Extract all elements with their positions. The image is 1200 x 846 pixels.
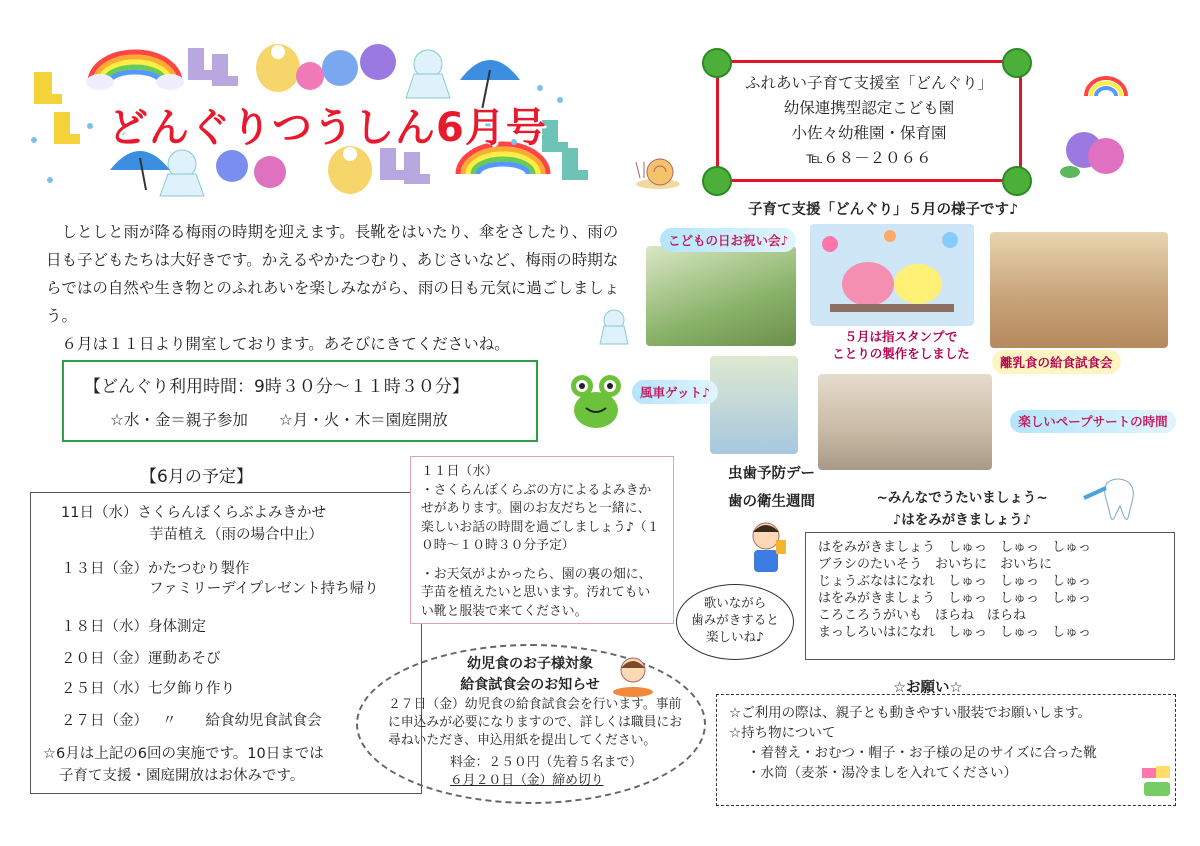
clothes-icon <box>1140 764 1174 800</box>
corner-dot-icon <box>1002 166 1032 196</box>
rainbow-icon <box>1082 70 1130 100</box>
schedule-item <box>61 557 250 578</box>
photo-pinwheel <box>710 356 798 454</box>
schedule-date: １８日（水） <box>61 619 148 635</box>
meal-deadline: ６月２０日（金）締め切り <box>450 773 604 788</box>
child-eating-icon <box>610 654 656 698</box>
schedule-text: ファミリーデイプレゼント持ち帰り <box>149 581 379 597</box>
schedule-note <box>43 743 324 787</box>
schedule-box <box>30 492 422 794</box>
hours-days: ☆水・金＝親子参加 ☆月・火・木＝園庭開放 <box>110 411 448 429</box>
schedule-text: 〃 給食幼児食試食会 <box>162 713 322 729</box>
request-line: ☆持ち物について <box>729 725 836 741</box>
caption-childrens-day: こどもの日お祝い会♪ <box>660 228 796 252</box>
schedule-text: かたつむり製作 <box>148 561 250 577</box>
schedule-text: さくらんぼくらぶよみきかせ <box>137 505 326 521</box>
schedule-item <box>149 523 323 544</box>
teru-teru-bozu-icon <box>594 306 634 346</box>
contact-phone: ℡６８－２０６６ <box>806 149 932 167</box>
schedule-item <box>149 577 379 598</box>
contact-line: 幼保連携型認定こども園 <box>783 99 955 117</box>
schedule-item <box>61 647 221 668</box>
intro-paragraph: ６月は１１日より開室しております。あそびにきてくださいね。 <box>61 335 510 353</box>
lyric-line: ブラシのたいそう おいちに おいちに <box>818 557 1053 572</box>
contact-line: ふれあい子育て支援室「どんぐり」 <box>744 74 993 92</box>
schedule-note-line: 子育て支援・園庭開放はお休みです。 <box>59 768 305 784</box>
photo-weaning-meal <box>990 232 1168 348</box>
contact-line: 小佐々幼稚園・保育園 <box>791 124 947 142</box>
schedule-item <box>61 615 206 636</box>
request-line: ・着替え・おむつ・帽子・お子様の足のサイズに合った靴 <box>747 745 1097 761</box>
schedule-item <box>61 709 322 730</box>
schedule-text: 七夕飾り作り <box>148 681 235 697</box>
intro-paragraph: しとしと雨が降る梅雨の時期を迎えます。長靴をはいたり、傘をさしたり、雨の日も子どもたちは大好きです。かえるやかたつむり、あじさいなど、梅雨の時期ならではの自然や生き物とのふれあいを楽しみながら、雨の日も元気に過ごしましょう。 <box>46 223 620 325</box>
photo-childrens-day <box>646 246 796 346</box>
hours-box <box>62 360 538 442</box>
dental-line: 歯の衛生週間 <box>728 494 815 510</box>
meal-tasting-body: ２７日（金）幼児食の給食試食会を行います。事前に申込みが必要になりますので、詳しくは職員にお尋ねいただき、申込用紙を提出してください。 <box>388 697 683 748</box>
caption-stamp: ５月は指スタンプで ことりの製作をしました <box>832 329 970 361</box>
request-title: ☆お願い☆ <box>893 680 963 696</box>
song-title: ♪はをみがきましょう♪ <box>892 512 1032 528</box>
event-paragraph: ・お天気がよかったら、園の裏の畑に、芋苗を植えたいと思います。汚れてもいい靴と服装で来てください。 <box>421 566 652 619</box>
frog-icon <box>564 368 628 434</box>
photo-panel-theater <box>818 374 992 470</box>
page-title: どんぐりつうしん6月号 <box>108 105 547 151</box>
request-line: ・水筒（麦茶・湯冷ましを入れてください） <box>747 765 1017 781</box>
rainbow-icon <box>86 52 184 90</box>
child-brushing-teeth-icon <box>744 518 790 576</box>
corner-dot-icon <box>702 48 732 78</box>
schedule-title: 【6月の予定】 <box>140 467 253 487</box>
schedule-item <box>61 677 235 698</box>
lyric-line: はをみがきましょう しゅっ しゅっ しゅっ <box>818 540 1092 555</box>
meal-tasting-fee <box>450 754 642 790</box>
schedule-date: ２０日（金） <box>61 651 148 667</box>
schedule-text: 芋苗植え（雨の場合中止） <box>149 527 323 543</box>
hours-heading: 【どんぐり利用時間：9時３０分～１１時３０分】 <box>84 377 469 397</box>
snail-icon <box>632 150 682 190</box>
schedule-date: ２５日（水） <box>61 681 148 697</box>
speech-bubble <box>676 584 794 660</box>
schedule-date: １３日（金） <box>61 561 148 577</box>
request-box <box>716 694 1176 806</box>
schedule-note-line: ☆6月は上記の6回の実施です。10日までは <box>43 746 324 762</box>
schedule-text: 運動あそび <box>148 651 221 667</box>
photos-heading: 子育て支援「どんぐり」５月の様子です♪ <box>748 202 1019 218</box>
event-heading: １１日（水） <box>421 464 498 479</box>
bubble-text: 歌いながら 歯みがきすると 楽しいね♪ <box>691 595 779 644</box>
schedule-item <box>61 501 326 522</box>
corner-dot-icon <box>1002 48 1032 78</box>
schedule-text: 身体測定 <box>148 619 206 635</box>
lyric-line: じょうぶなはになれ しゅっ しゅっ しゅっ <box>818 574 1092 589</box>
photo-bird-craft <box>810 224 974 326</box>
meal-title-line: 給食試食会のお知らせ <box>460 677 600 693</box>
hydrangea-icon <box>1060 128 1130 184</box>
meal-title-line: 幼児食のお子様対象 <box>467 656 593 672</box>
bird-craft-icon <box>810 224 974 326</box>
event-11-box <box>410 456 674 624</box>
tooth-icon <box>1080 474 1146 524</box>
dental-heading <box>728 460 815 516</box>
dental-line: 虫歯予防デー <box>728 466 815 482</box>
caption-panel: 楽しいペープサートの時間 <box>1010 410 1176 433</box>
song-lyrics-box <box>805 532 1175 660</box>
meal-tasting-title <box>420 654 640 696</box>
caption-meal: 離乳食の給食試食会 <box>992 350 1121 374</box>
caption-pinwheel: 風車ゲット♪ <box>632 380 718 404</box>
event-paragraph: ・さくらんぼくらぶの方によるよみきかせがあります。園のお友だちと一緒に、楽しいお話の時間を過ごしましょう♪（１０時～１０時３０分予定） <box>421 482 660 553</box>
schedule-date: 11日（水） <box>61 505 138 521</box>
corner-dot-icon <box>702 166 732 196</box>
lyric-line: まっしろいはになれ しゅっ しゅっ しゅっ <box>818 625 1092 640</box>
song-subtitle: ~みんなでうたいましょう~ <box>876 490 1048 506</box>
contact-box <box>716 60 1022 182</box>
intro-text <box>46 218 626 358</box>
schedule-date: ２７日（金） <box>61 713 148 729</box>
request-line: ☆ご利用の際は、親子とも動きやすい服装でお願いします。 <box>729 705 1092 721</box>
meal-fee: 料金：２５０円（先着５名まで） <box>450 755 642 770</box>
lyric-line: ころころうがいも ほらね ほらね <box>818 608 1027 623</box>
lyric-line: はをみがきましょう しゅっ しゅっ しゅっ <box>818 591 1092 606</box>
